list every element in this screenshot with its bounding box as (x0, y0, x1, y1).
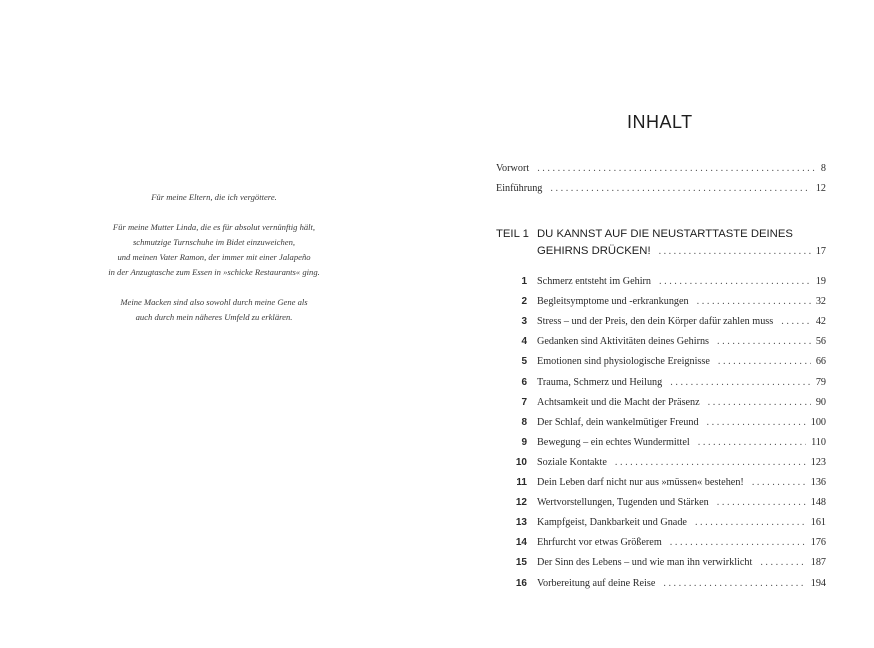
dedication-line: und meinen Vater Ramon, der immer mit einer Jalapeño (117, 252, 311, 262)
leader-dots (659, 246, 811, 257)
leader-dots (697, 296, 811, 307)
chapter-number: 6 (521, 376, 527, 388)
chapter-number: 14 (515, 537, 527, 549)
dedication-line: schmutzige Turnschuhe im Bidet einzuweichen, (132, 237, 296, 247)
toc-chapter-11[interactable] (496, 477, 826, 491)
chapter-title: Achtsamkeit und die Macht der Präsenz (537, 396, 700, 408)
leader-dots (537, 163, 816, 174)
chapter-title: Dein Leben darf nicht nur aus »müssen« bestehen! (537, 477, 744, 488)
chapter-title: Trauma, Schmerz und Heilung (537, 376, 663, 388)
chapter-title: Bewegung – ein echtes Wundermittel (537, 436, 690, 448)
right-page (437, 0, 874, 648)
leader-dots (717, 497, 806, 508)
leader-dots (708, 397, 811, 408)
chapter-page: 100 (810, 416, 826, 428)
leader-dots (670, 537, 806, 548)
part-page: 17 (815, 246, 826, 257)
leader-dots (663, 578, 805, 589)
leader-dots (695, 517, 806, 528)
dedication-paragraph-1 (55, 190, 373, 205)
part-title-line-2: GEHIRNS DRÜCKEN! (537, 245, 651, 257)
chapter-page: 194 (810, 577, 826, 589)
dedication-line: Für meine Eltern, die ich vergöttere. (151, 192, 277, 202)
chapter-title: Der Schlaf, dein wankelmütiger Freund (537, 416, 699, 428)
leader-dots (752, 477, 806, 488)
chapter-title: Emotionen sind physiologische Ereignisse (537, 356, 710, 368)
leader-dots (615, 457, 806, 468)
leader-dots (718, 356, 811, 367)
part-title-row (537, 245, 826, 257)
chapter-title: Ehrfurcht vor etwas Größerem (537, 537, 662, 549)
leader-dots (659, 276, 811, 287)
dedication-line: Für meine Mutter Linda, die es für absolut vernünftig hält, (112, 222, 316, 232)
toc-entry-einfuehrung[interactable] (496, 183, 826, 197)
toc-title: INHALT (627, 112, 693, 132)
toc-chapter-1[interactable] (496, 276, 826, 290)
chapter-title: Gedanken sind Aktivitäten deines Gehirns (537, 336, 710, 348)
dedication-line: Meine Macken sind also sowohl durch meine Gene als (120, 297, 308, 307)
chapter-number: 8 (521, 416, 527, 428)
chapter-page: 79 (815, 376, 826, 388)
toc-entry-page: 8 (820, 163, 826, 174)
chapter-number: 9 (521, 436, 527, 448)
dedication-paragraph-2 (55, 220, 373, 280)
toc-chapter-13[interactable] (496, 517, 826, 531)
chapter-number: 2 (521, 296, 527, 308)
leader-dots (698, 437, 806, 448)
chapter-title: Stress – und der Preis, den dein Körper dafür zahlen muss (537, 316, 774, 328)
toc-chapter-14[interactable] (496, 537, 826, 551)
chapter-title: Schmerz entsteht im Gehirn (537, 276, 652, 287)
chapter-title: Kampfgeist, Dankbarkeit und Gnade (537, 517, 687, 529)
chapter-page: 176 (810, 537, 826, 549)
part-label: TEIL 1 (496, 228, 529, 240)
toc-entry-label: Vorwort (496, 163, 530, 174)
chapter-title: Wertvorstellungen, Tugenden und Stärken (537, 497, 709, 509)
chapter-page: 187 (810, 557, 826, 569)
toc-chapter-3[interactable] (496, 316, 826, 330)
chapter-number: 13 (515, 517, 527, 529)
toc-chapter-10[interactable] (496, 457, 826, 471)
chapter-number: 12 (515, 497, 527, 509)
chapter-number: 10 (515, 456, 527, 468)
toc-chapter-5[interactable] (496, 356, 826, 370)
chapter-page: 32 (815, 296, 826, 308)
chapter-page: 19 (815, 276, 826, 287)
chapter-number: 11 (516, 477, 527, 488)
part-title-line-1: DU KANNST AUF DIE NEUSTARTTASTE DEINES (537, 228, 793, 240)
chapter-page: 161 (810, 517, 826, 529)
chapter-page: 90 (815, 396, 826, 408)
toc-entry-vorwort[interactable] (496, 163, 826, 177)
dedication-line: in der Anzugtasche zum Essen in »schicke Restaurants« ging. (108, 267, 320, 277)
toc-chapter-6[interactable] (496, 377, 826, 391)
toc-chapter-4[interactable] (496, 336, 826, 350)
toc-chapter-16[interactable] (496, 578, 826, 592)
dedication-line: auch durch mein näheres Umfeld zu erklären. (135, 312, 293, 322)
chapter-page: 42 (815, 316, 826, 328)
dedication (55, 190, 373, 340)
leader-dots (707, 417, 806, 428)
chapter-title: Vorbereitung auf deine Reise (537, 577, 656, 589)
toc-chapter-8[interactable] (496, 417, 826, 431)
toc-chapter-9[interactable] (496, 437, 826, 451)
leader-dots (760, 557, 805, 568)
chapter-title: Soziale Kontakte (537, 456, 607, 468)
chapter-number: 4 (521, 336, 527, 348)
chapter-title: Begleitsymptome und -erkrankungen (537, 296, 689, 308)
toc-entry-label: Einführung (496, 183, 543, 194)
leader-dots (781, 316, 811, 327)
leader-dots (717, 336, 811, 347)
chapter-page: 110 (811, 436, 826, 448)
chapter-page: 123 (810, 456, 826, 468)
chapter-number: 1 (521, 276, 527, 287)
chapter-number: 5 (521, 356, 527, 368)
leader-dots (550, 183, 810, 194)
chapter-page: 66 (815, 356, 826, 368)
toc-chapter-7[interactable] (496, 397, 826, 411)
toc-entry-page: 12 (815, 183, 826, 194)
chapter-page: 136 (810, 477, 826, 488)
leader-dots (670, 377, 811, 388)
chapter-number: 7 (521, 396, 527, 408)
toc-chapter-2[interactable] (496, 296, 826, 310)
toc-chapter-12[interactable] (496, 497, 826, 511)
chapter-page: 148 (810, 497, 826, 509)
toc-chapter-15[interactable] (496, 557, 826, 571)
chapter-number: 3 (521, 316, 527, 328)
chapter-number: 16 (515, 577, 527, 589)
chapter-title: Der Sinn des Lebens – und wie man ihn verwirklicht (537, 557, 753, 569)
chapter-page: 56 (815, 336, 826, 348)
chapter-number: 15 (515, 557, 527, 569)
dedication-paragraph-3 (55, 295, 373, 325)
